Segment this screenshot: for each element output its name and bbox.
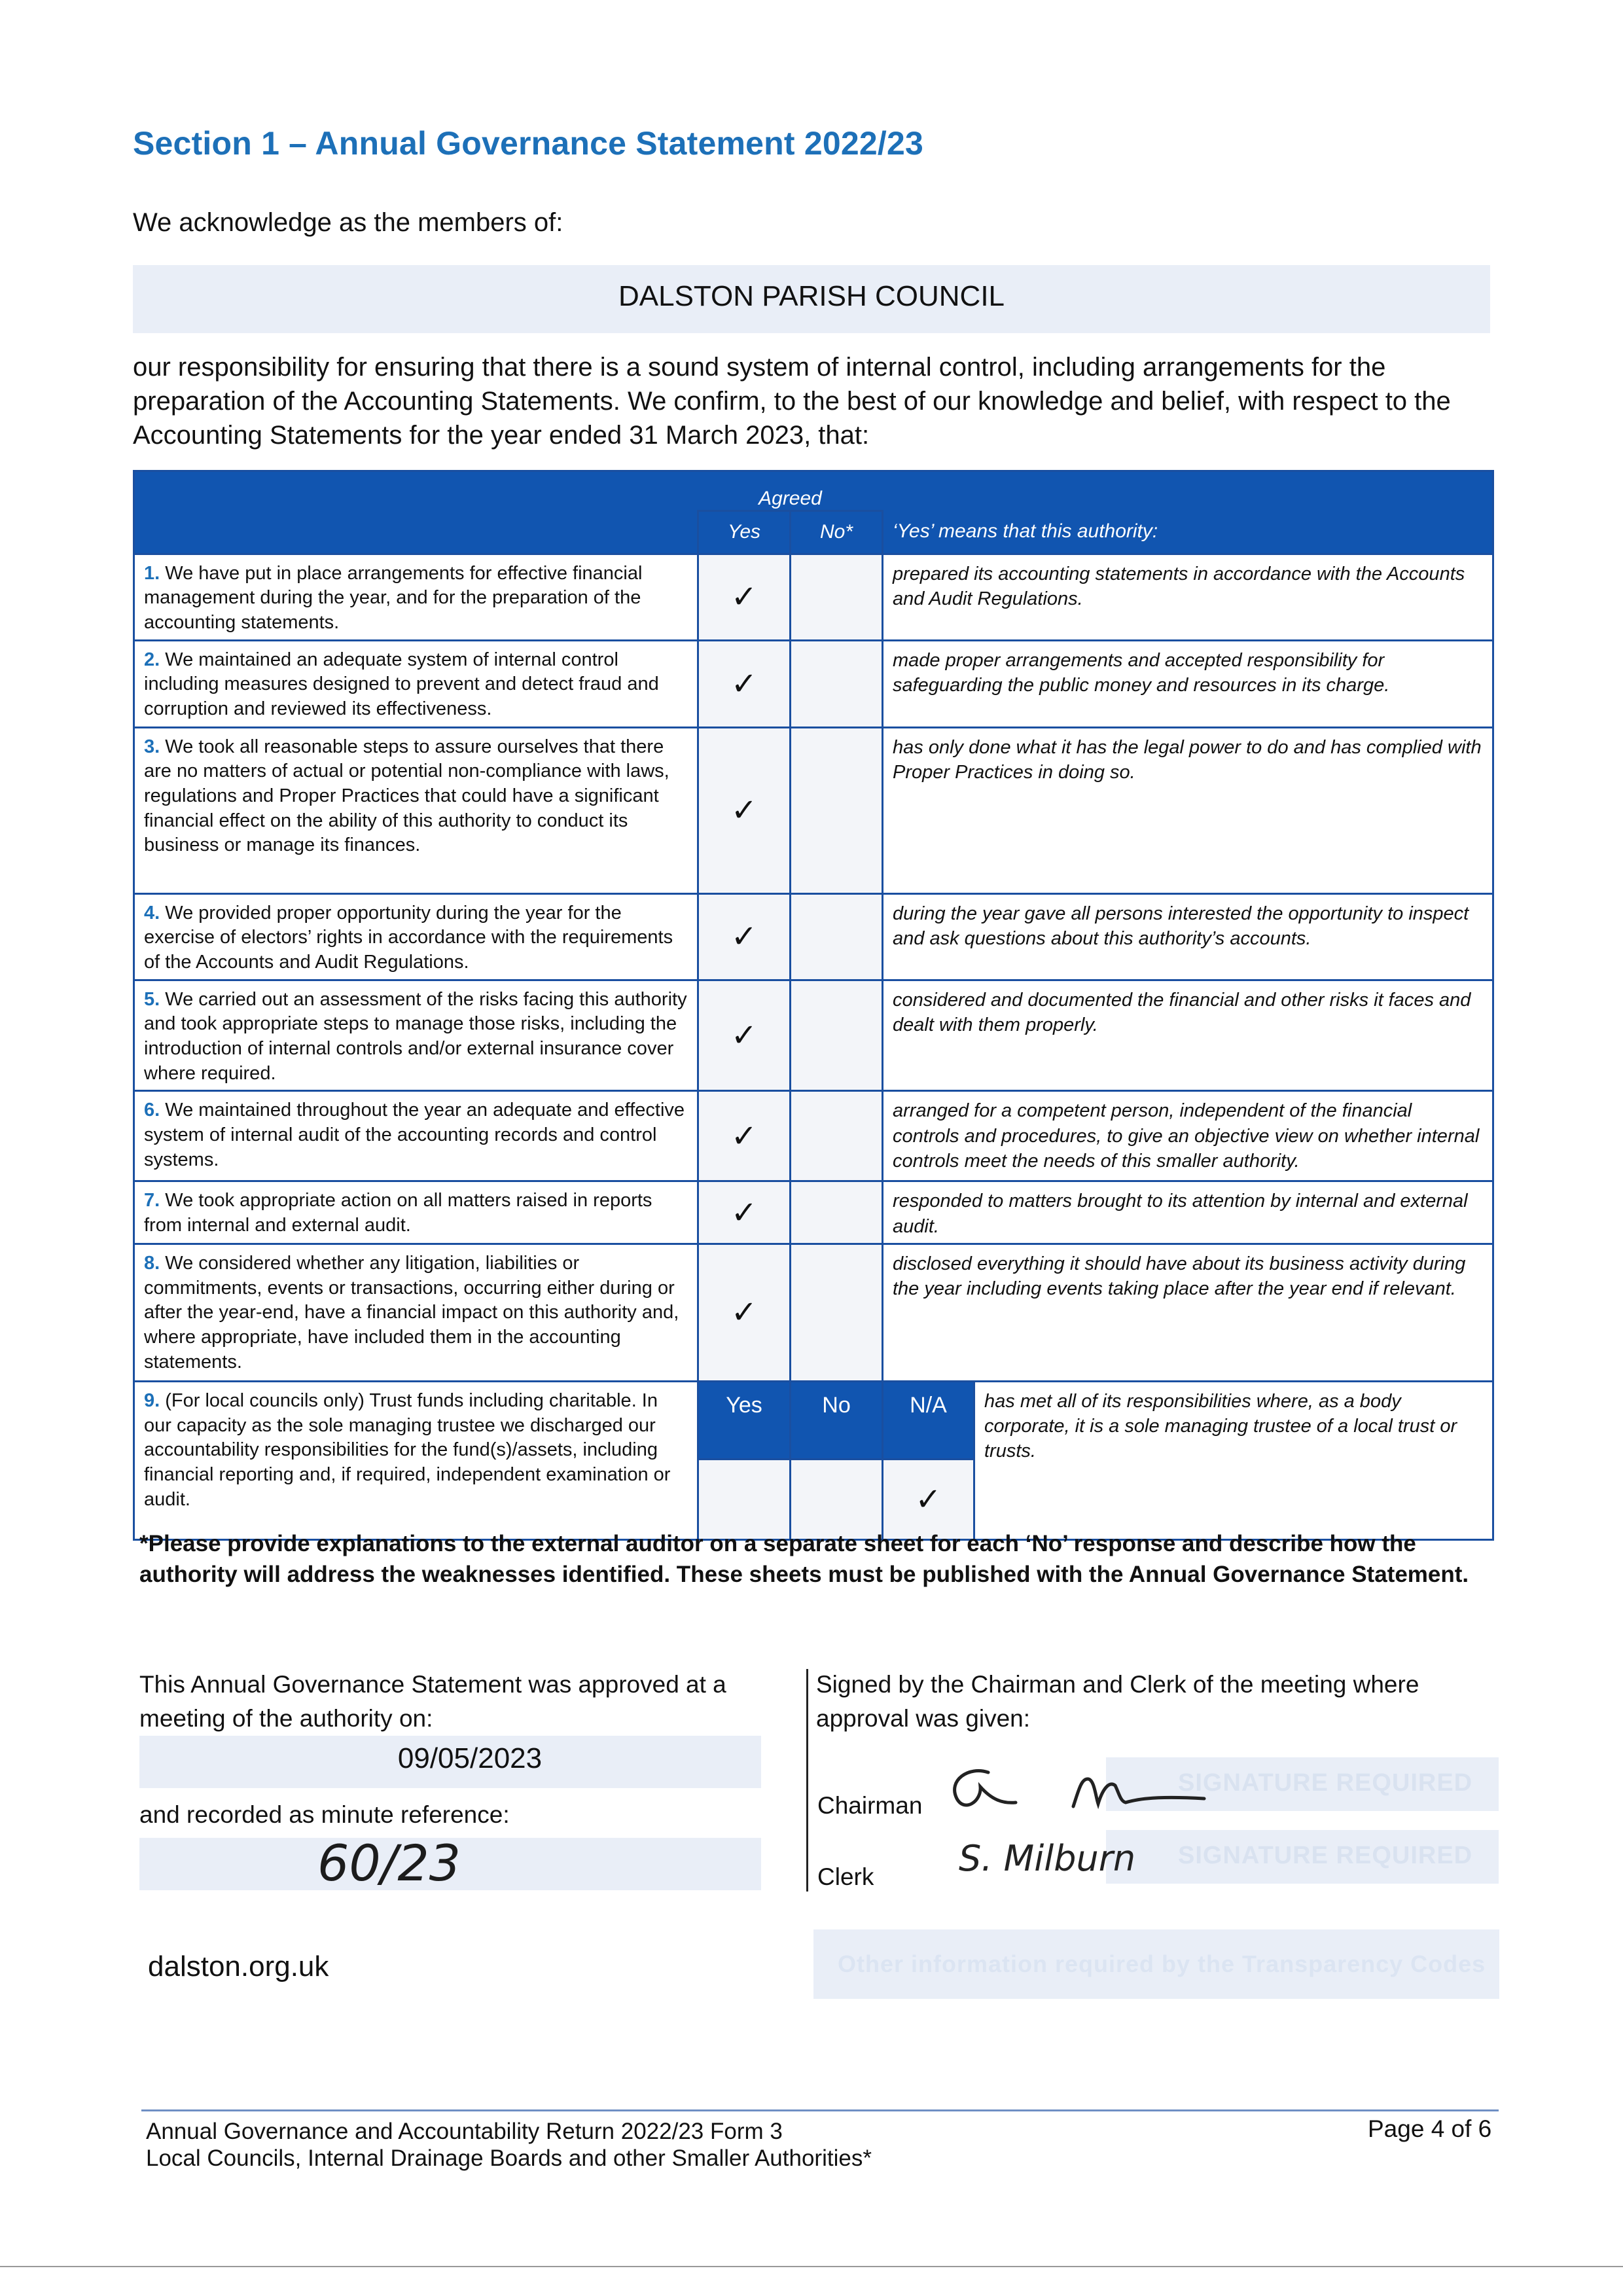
statement-text: (For local councils only) Trust funds including charitable. In our capacity as the sole managing trustee we discharged our accountability responsibilities for the fund(s)/assets, including financial reporting and, if required, independent examination or audit. bbox=[144, 1390, 671, 1510]
meaning-1: prepared its accounting statements in accordance with the Accounts and Audit Regulations. bbox=[883, 554, 1493, 640]
yes-header: Yes bbox=[698, 511, 791, 554]
footer-divider bbox=[141, 2109, 1499, 2111]
statement-text: We carried out an assessment of the risks facing this authority and took appropriate steps to manage those risks, including the introduction of internal controls and/or external insurance cover where required. bbox=[144, 988, 687, 1084]
meaning-3: has only done what it has the legal power to do and has complied with Proper Practices in doing so. bbox=[883, 727, 1493, 893]
statement-5 bbox=[134, 980, 698, 1091]
row9-yes-cell[interactable] bbox=[698, 1459, 791, 1539]
row9-na-header: N/A bbox=[883, 1381, 974, 1459]
statement-text: We considered whether any litigation, liabilities or commitments, events or transactions, occurring either during or after the year-end, have a financial impact on this authority and, where appropriate, have included them in the accounting statements. bbox=[144, 1252, 679, 1372]
website-placeholder: Other information required by the Transparency Codes bbox=[838, 1950, 1486, 1977]
no-cell-5[interactable] bbox=[791, 980, 883, 1091]
statement-4 bbox=[134, 893, 698, 980]
statement-text: We provided proper opportunity during the year for the exercise of electors’ rights in accordance with the requirements of the Accounts and Audit Regulations. bbox=[144, 902, 673, 973]
header-stmt bbox=[134, 511, 698, 554]
statement-number: 6. bbox=[144, 1100, 160, 1121]
approval-date: 09/05/2023 bbox=[397, 1742, 543, 1774]
governance-table bbox=[133, 470, 1494, 1541]
column-divider bbox=[806, 1669, 808, 1892]
approved-text: This Annual Governance Statement was approved at a meeting of the authority on: bbox=[139, 1671, 726, 1732]
yes-cell-5[interactable]: ✓ bbox=[698, 980, 791, 1091]
statement-number: 4. bbox=[144, 902, 160, 924]
yes-cell-6[interactable]: ✓ bbox=[698, 1091, 791, 1181]
footer-line-1: Annual Governance and Accountability Return 2022/23 Form 3 bbox=[146, 2119, 783, 2144]
responsibility-text: our responsibility for ensuring that there is a sound system of internal control, including arrangements for the preparation of the Accounting Statements. We confirm, to the best of our knowledge and belief, with respect to the Accounting Statements for the year ended 31 March 2023, that: bbox=[133, 353, 1451, 450]
statement-text: We have put in place arrangements for effective financial management during the year, and for the preparation of the accounting statements. bbox=[144, 562, 643, 633]
section-title: Section 1 – Annual Governance Statement 2022/23 bbox=[133, 125, 924, 162]
statement-text: We took all reasonable steps to assure ourselves that there are no matters of actual or potential non-compliance with laws, regulations and Proper Practices that could have a significant financial effect on the ability of this authority to conduct its business or manage its finances. bbox=[144, 736, 669, 856]
scan-edge-line bbox=[0, 2266, 1623, 2267]
clerk-signature: S. Milburn bbox=[959, 1838, 1136, 1879]
statement-text: We maintained an adequate system of internal control including measures designed to prevent and detect fraud and corruption and reviewed its effectiveness. bbox=[144, 649, 659, 719]
statement-8 bbox=[134, 1244, 698, 1381]
minute-reference-label: and recorded as minute reference: bbox=[139, 1801, 510, 1828]
statement-number: 3. bbox=[144, 736, 160, 757]
minute-reference: 60/23 bbox=[317, 1834, 461, 1892]
meaning-6: arranged for a competent person, independent of the financial controls and procedures, to give an objective view on whether internal controls meet the needs of this smaller authority. bbox=[883, 1091, 1493, 1181]
chairman-label: Chairman bbox=[817, 1792, 923, 1819]
meaning-4: during the year gave all persons interested the opportunity to inspect and ask questions about this authority’s accounts. bbox=[883, 893, 1493, 980]
signed-text: Signed by the Chairman and Clerk of the meeting where approval was given: bbox=[816, 1671, 1419, 1732]
header-blank bbox=[134, 471, 698, 511]
meaning-2: made proper arrangements and accepted responsibility for safeguarding the public money and resources in its charge. bbox=[883, 640, 1493, 727]
website-address[interactable]: dalston.org.uk bbox=[148, 1950, 329, 1982]
clerk-label: Clerk bbox=[817, 1863, 874, 1890]
meaning-header: ‘Yes’ means that this authority: bbox=[883, 511, 1493, 554]
footer-line-2: Local Councils, Internal Drainage Boards and other Smaller Authorities* bbox=[146, 2145, 872, 2172]
acknowledge-text: We acknowledge as the members of: bbox=[133, 208, 563, 237]
yes-cell-2[interactable]: ✓ bbox=[698, 640, 791, 727]
no-cell-1[interactable] bbox=[791, 554, 883, 640]
statement-number: 7. bbox=[144, 1190, 160, 1211]
statement-number: 2. bbox=[144, 649, 160, 670]
yes-cell-7[interactable]: ✓ bbox=[698, 1181, 791, 1244]
row9-no-cell[interactable] bbox=[791, 1459, 883, 1539]
statement-number: 9. bbox=[144, 1390, 160, 1411]
yes-cell-4[interactable]: ✓ bbox=[698, 893, 791, 980]
chairman-signature bbox=[942, 1761, 1243, 1826]
statement-7 bbox=[134, 1181, 698, 1244]
yes-cell-8[interactable]: ✓ bbox=[698, 1244, 791, 1381]
statement-6 bbox=[134, 1091, 698, 1181]
explanation-note: *Please provide explanations to the external auditor on a separate sheet for each ‘No’ response and describe how the authority will address the weaknesses identified. These sheets must be published with the Annual Governance Statement. bbox=[139, 1531, 1469, 1587]
statement-number: 5. bbox=[144, 988, 160, 1010]
clerk-signature-field[interactable] bbox=[1106, 1830, 1499, 1884]
page-number: Page 4 of 6 bbox=[1368, 2115, 1492, 2142]
no-cell-6[interactable] bbox=[791, 1091, 883, 1181]
row9-yes-header: Yes bbox=[698, 1381, 791, 1459]
no-cell-8[interactable] bbox=[791, 1244, 883, 1381]
statement-number: 8. bbox=[144, 1252, 160, 1274]
statement-3 bbox=[134, 727, 698, 893]
statement-1 bbox=[134, 554, 698, 640]
no-cell-7[interactable] bbox=[791, 1181, 883, 1244]
no-cell-4[interactable] bbox=[791, 893, 883, 980]
yes-cell-1[interactable]: ✓ bbox=[698, 554, 791, 640]
meaning-8: disclosed everything it should have about its business activity during the year including events taking place after the year end if relevant. bbox=[883, 1244, 1493, 1381]
meaning-7: responded to matters brought to its attention by internal and external audit. bbox=[883, 1181, 1493, 1244]
row9-na-cell[interactable]: ✓ bbox=[883, 1459, 974, 1539]
statement-text: We maintained throughout the year an adequate and effective system of internal audit of the accounting records and control systems. bbox=[144, 1100, 685, 1170]
statement-number: 1. bbox=[144, 562, 160, 584]
yes-cell-3[interactable]: ✓ bbox=[698, 727, 791, 893]
no-cell-3[interactable] bbox=[791, 727, 883, 893]
row9-no-header: No bbox=[791, 1381, 883, 1459]
statement-text: We took appropriate action on all matters raised in reports from internal and external audit. bbox=[144, 1190, 652, 1236]
signature-required-placeholder: SIGNATURE REQUIRED bbox=[1178, 1769, 1473, 1797]
header-blank-right bbox=[883, 471, 1493, 511]
no-header: No* bbox=[791, 511, 883, 554]
statement-9 bbox=[134, 1381, 698, 1539]
no-cell-2[interactable] bbox=[791, 640, 883, 727]
footer-text bbox=[146, 2118, 872, 2172]
meaning-9: has met all of its responsibilities where, as a body corporate, it is a sole managing trustee of a local trust or trusts. bbox=[974, 1381, 1493, 1539]
statement-2 bbox=[134, 640, 698, 727]
signature-required-placeholder: SIGNATURE REQUIRED bbox=[1178, 1842, 1473, 1869]
meaning-5: considered and documented the financial and other risks it faces and dealt with them properly. bbox=[883, 980, 1493, 1091]
agreed-header: Agreed bbox=[698, 471, 883, 511]
council-name: DALSTON PARISH COUNCIL bbox=[618, 280, 1005, 312]
